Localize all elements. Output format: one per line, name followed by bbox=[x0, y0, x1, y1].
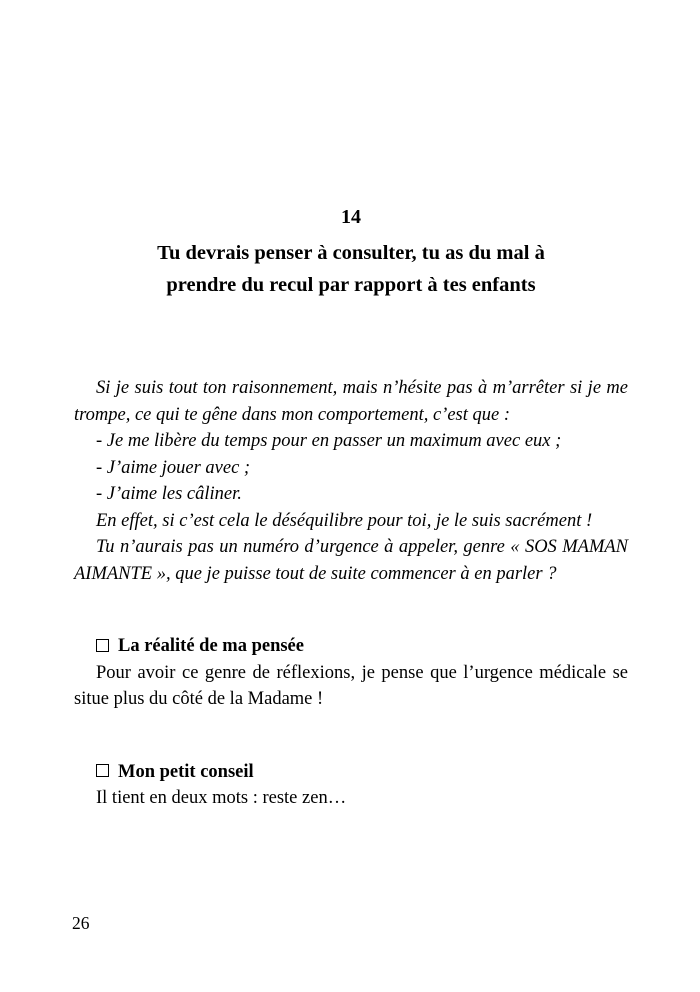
paragraph: - J’aime les câliner. bbox=[96, 484, 242, 504]
section-body: Il tient en deux mots : reste zen… bbox=[96, 788, 347, 808]
page-number: 26 bbox=[72, 913, 90, 933]
section-reality bbox=[74, 633, 628, 713]
paragraph: Tu n’aurais pas un numéro d’urgence à appeler, genre « SOS MAMAN AIMANTE », que je puisse tout de suite commencer à en parler ? bbox=[74, 537, 628, 584]
body-text bbox=[74, 375, 628, 587]
page-content bbox=[74, 0, 628, 812]
section-heading bbox=[96, 759, 628, 786]
paragraph: En effet, si c’est cela le déséquilibre pour toi, je le suis sacrément ! bbox=[96, 510, 593, 531]
section-body: Pour avoir ce genre de réflexions, je pense que l’urgence médicale se situe plus du côté de la Madame ! bbox=[74, 662, 628, 709]
paragraph: - Je me libère du temps pour en passer un maximum avec eux ; bbox=[96, 431, 562, 451]
paragraph: - J’aime jouer avec ; bbox=[96, 457, 251, 478]
section-heading-label: Mon petit conseil bbox=[118, 761, 254, 782]
paragraph: Si je suis tout ton raisonnement, mais n’hésite pas à m’arrêter si je me trompe, ce qui te gêne dans mon comportement, c’est que : bbox=[74, 378, 628, 425]
square-bullet-icon bbox=[96, 764, 109, 777]
chapter-title-line-2: prendre du recul par rapport à tes enfants bbox=[166, 274, 536, 296]
square-bullet-icon bbox=[96, 639, 109, 652]
section-heading-label: La réalité de ma pensée bbox=[118, 636, 304, 656]
section-advice bbox=[74, 759, 628, 812]
chapter-title-line-1: Tu devrais penser à consulter, tu as du mal à bbox=[157, 242, 545, 264]
section-heading bbox=[96, 633, 628, 660]
chapter-title bbox=[74, 237, 628, 301]
chapter-number: 14 bbox=[341, 206, 361, 228]
